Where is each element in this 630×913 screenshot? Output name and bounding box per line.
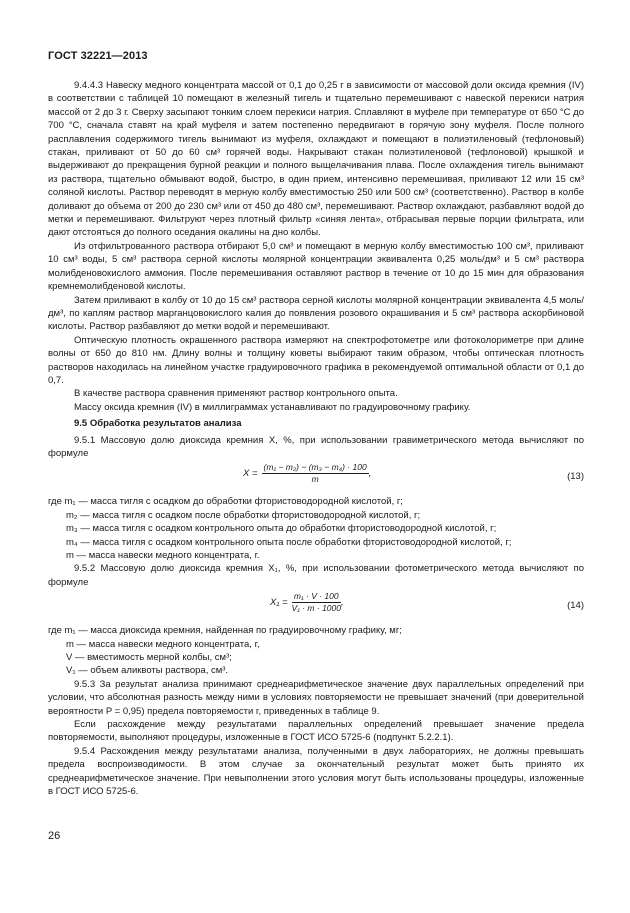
- formula-14-numerator: m₁ · V · 100: [293, 591, 339, 602]
- paragraph-9-5-3: 9.5.3 За результат анализа принимают среднеарифметическое значение двух параллельных определений при условии, что абсолютная разность между ними в условиях повторяемости не превышает значений (при доверительной вероятности P = 0,95) предела повторяемости r, приведенных в таблице 9.: [48, 678, 584, 717]
- formula-14-definitions: [48, 624, 584, 678]
- formula-13-body: [243, 462, 371, 485]
- definition-m1: где m₁ — масса тигля с осадком до обработки фтористоводородной кислотой, г;: [48, 496, 403, 508]
- formula-13-tail: ,: [368, 468, 372, 480]
- formula-14-tail: ,: [340, 597, 344, 609]
- definition-m2: m₂ — масса тигля с осадком после обработки фтористоводородной кислотой, г;: [66, 509, 421, 521]
- paragraph-filtrate: Из отфильтрованного раствора отбирают 5,0 см³ и помещают в мерную колбу вместимостью 100 см³, приливают 10 см³ воды, 5 см³ раствора серной кислоты молярной концентрации эквивалента 0,25 моль/дм³ и 5 см³ раствора молибденовокислого аммония. После перемешивания оставляют раствор в течение от 10 до 15 мин для образования кремнемолибденовой кислоты.: [48, 240, 584, 293]
- definition-v: V — вместимость мерной колбы, см³;: [66, 652, 232, 664]
- formula-14-number: (14): [567, 600, 584, 612]
- definition-m4: m₄ — масса тигля с осадком контрольного опыта после обработки фтористоводородной кислотой, г;: [66, 536, 512, 548]
- definition-m3: m₃ — масса тигля с осадком контрольного опыта до обработки фтористоводородной кислотой, г;: [66, 523, 497, 535]
- formula-13-number: (13): [567, 471, 584, 483]
- paragraph-then: Затем приливают в колбу от 10 до 15 см³ раствора серной кислоты молярной концентрации эквивалента 4,5 моль/дм³, по каплям раствор марганцовокислого калия до появления розового окрашивания и 5 см³ раствора аскорбиновой кислоты. Раствор разбавляют до метки водой и перемешивают.: [48, 294, 584, 333]
- formula-14: [48, 591, 584, 621]
- paragraph-9-4-4-3: 9.4.4.3 Навеску медного концентрата массой от 0,1 до 0,25 г в зависимости от массовой доли оксида кремния (IV) в соответствии с таблицей 10 помещают в железный тигель и тщательно перемешивают с навеской перекиси натрия массой от 2 до 3 г. Сверху засыпают тонким слоем перекиси натрия. Сплавляют в муфеле при температуре от 650 °С до 700 °С, сначала ставят на край муфеля и затем постепенно передвигают в горячую зону муфеля. После полного расплавления содержимого тигель вынимают из муфеля, охлаждают и помещают в полиэтиленовый (тефлоновый) стакан, приливают от 50 до 60 см³ горячей воды. Накрывают стакан полиэтиленовой (тефлоновой) крышкой и выдерживают до прекращения бурной реакции и полного выщелачивания плава. После охлаждения тигель вынимают из раствора, тщательно обмывают водой, быстро, в один прием, интенсивно перемешивая, приливают 12 или 15 см³ соляной кислоты. Раствор переводят в мерную колбу вместимостью 250 или 500 см³ (соответственно). Раствор в колбе доливают до объема от 200 до 230 см³ или от 450 до 480 см³, перемешивают. Раствор охлаждают, разбавляют водой до метки и перемешивают. Фильтруют через плотный фильтр «синяя лента», отбрасывая первые порции фильтрата, или дают отстояться до полного оседания окалины на дно колбы.: [48, 80, 584, 239]
- paragraph-9-5-4: 9.5.4 Расхождения между результатами анализа, полученными в двух лабораториях, не должны превышать предела воспроизводимости. В этом случае за окончательный результат может быть принято их среднеарифметическое значение. При невыполнении этого условия могут быть использованы процедуры, изложенные в ГОСТ ИСО 5725-6.: [48, 745, 584, 798]
- section-title-9-5: 9.5 Обработка результатов анализа: [74, 418, 242, 430]
- definition-m: m — масса навески медного концентрата, г.: [66, 550, 260, 561]
- definition-v1: V₁ — объем аликвоты раствора, см³.: [66, 665, 229, 677]
- formula-13-lhs: X =: [243, 468, 258, 480]
- definition-m-photometric: m — масса навески медного концентрата, г,: [66, 638, 260, 650]
- definition-m1-photometric: где m₁ — масса диоксида кремния, найденная по градуировочному графику, мг;: [48, 625, 402, 637]
- paragraph-9-5-3-b: Если расхождение между результатами параллельных определений превышает значение предела повторяемости, выполняют процедуры, изложенные в ГОСТ ИСО 5725-6 (подпункт 5.2.2.1).: [48, 719, 584, 744]
- formula-13-denominator: m: [311, 474, 319, 485]
- formula-13-fraction: [262, 462, 369, 485]
- formula-13: [48, 462, 584, 492]
- paragraph-9-5-1: 9.5.1 Массовую долю диоксида кремния X, %, при использовании гравиметрического метода вычисляют по формуле: [48, 434, 584, 459]
- formula-13-definitions: [48, 495, 584, 562]
- formula-14-body: [270, 591, 344, 614]
- formula-14-fraction: [292, 591, 341, 614]
- paragraph-9-5-2: 9.5.2 Массовую долю диоксида кремния X₁, %, при использовании фотометрического метода вычисляют по формуле: [48, 563, 584, 588]
- document-body: [48, 79, 584, 799]
- paragraph-reference: В качестве раствора сравнения применяют раствор контрольного опыта.: [74, 388, 398, 400]
- formula-13-numerator: (m₁ − m₂) − (m₃ − m₄) · 100: [263, 462, 367, 473]
- formula-14-denominator: V₁ · m · 1000: [291, 603, 341, 614]
- paragraph-optical: Оптическую плотность окрашенного раствора измеряют на спектрофотометре или фотоколориметре при длине волны от 650 до 810 нм. Длину волны и толщину кюветы выбирают таким образом, чтобы оптическая плотность растворов находилась на линейном участке градуировочного графика в рекомендуемой оптимальной области от 0,1 до 0,7.: [48, 334, 584, 386]
- page-number: 26: [48, 830, 61, 842]
- paragraph-mass: Массу оксида кремния (IV) в миллиграммах устанавливают по градуировочному графику.: [74, 401, 471, 413]
- standard-header: ГОСТ 32221—2013: [48, 50, 148, 62]
- formula-14-lhs: X₁ =: [270, 597, 288, 609]
